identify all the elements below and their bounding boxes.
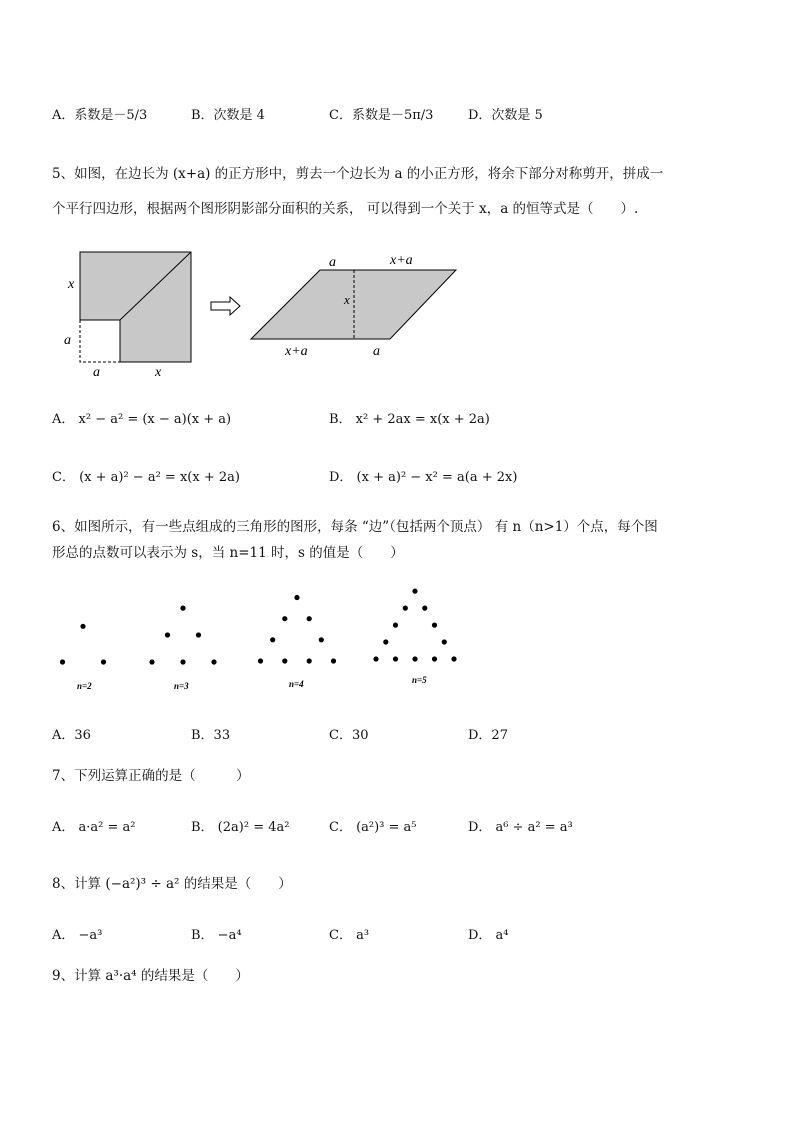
dot-n4	[331, 658, 336, 663]
dot-n4	[294, 595, 299, 600]
label-n5: n=5	[412, 675, 427, 685]
q7-option-a: A． a·a² = a²	[52, 820, 136, 835]
removed-square-outline	[80, 320, 120, 362]
dot-n3	[149, 659, 154, 664]
q8-option-b: B． −a⁴	[191, 928, 242, 943]
label-n3: n=3	[174, 681, 189, 691]
q6-stem-line2: 形总的点数可以表示为 s，当 n=11 时，s 的值是（ ）	[52, 545, 404, 561]
q8-option-c: C． a³	[329, 928, 370, 943]
dot-n3	[196, 632, 201, 637]
dot-n4	[319, 637, 324, 642]
transform-arrow-icon	[210, 296, 242, 316]
dot-n5	[432, 656, 437, 661]
dot-n5	[383, 639, 388, 644]
dot-n5	[373, 656, 378, 661]
label-a-bottom: a	[93, 365, 100, 380]
q8-stem: 8、计算 (−a²)³ ÷ a² 的结果是（ ）	[52, 876, 292, 892]
q4-option-d: D．次数是 5	[468, 108, 543, 123]
q6-stem-line1: 6、如图所示，有一些点组成的三角形的图形，每条 “边”（包括两个顶点） 有 n（n>1）个点，每个图	[52, 519, 658, 535]
dot-n4	[307, 616, 312, 621]
q5-option-a: A． x² − a² = (x − a)(x + a)	[52, 412, 232, 427]
label-x-bottom: x	[155, 365, 162, 380]
q7-option-c: C． (a²)³ = a⁵	[329, 820, 417, 835]
label-n4: n=4	[289, 679, 304, 689]
dot-n4	[258, 658, 263, 663]
dot-n5	[422, 606, 427, 611]
dot-n2	[101, 659, 106, 664]
dot-n5	[412, 656, 417, 661]
dot-n4	[282, 616, 287, 621]
dot-n3	[211, 659, 216, 664]
label-xa-top: x+a	[390, 253, 413, 268]
q6-option-c: C．30	[329, 728, 369, 743]
q4-option-b: B．次数是 4	[191, 108, 265, 123]
q5-square-figure	[60, 248, 200, 378]
q4-option-c: C．系数是－5π/3	[329, 108, 434, 123]
label-a-bottom-right: a	[373, 344, 380, 359]
label-xa-bottom: x+a	[285, 344, 308, 359]
dot-n3	[180, 659, 185, 664]
dot-n3	[165, 632, 170, 637]
q9-stem: 9、计算 a³·a⁴ 的结果是（ ）	[52, 968, 249, 984]
dot-n5	[412, 589, 417, 594]
dot-n4	[307, 658, 312, 663]
dot-n2	[60, 659, 65, 664]
label-x-height: x	[344, 292, 350, 307]
q7-option-b: B． (2a)² = 4a²	[191, 820, 290, 835]
label-a-top: a	[329, 255, 336, 270]
q5-parallelogram-figure	[245, 250, 470, 360]
dot-n5	[451, 656, 456, 661]
q5-option-b: B． x² + 2ax = x(x + 2a)	[329, 412, 490, 427]
q5-option-c: C． (x + a)² − a² = x(x + 2a)	[52, 470, 240, 485]
dot-n5	[442, 639, 447, 644]
q6-dot-triangles-figure	[50, 585, 470, 695]
dot-n2	[80, 624, 85, 629]
q4-option-a: A．系数是－5/3	[52, 108, 148, 123]
q8-option-d: D． a⁴	[468, 928, 509, 943]
dot-n4	[270, 637, 275, 642]
q8-option-a: A． −a³	[52, 928, 103, 943]
q7-option-d: D． a⁶ ÷ a² = a³	[468, 820, 573, 835]
dot-n3	[180, 606, 185, 611]
q5-stem-line2: 个平行四边形，根据两个图形阴影部分面积的关系， 可以得到一个关于 x，a 的恒等式是（ ）.	[52, 201, 639, 217]
label-a-left: a	[64, 333, 71, 348]
dot-n5	[432, 623, 437, 628]
q6-option-a: A．36	[52, 728, 91, 743]
dot-n5	[393, 656, 398, 661]
q5-option-d: D． (x + a)² − x² = a(a + 2x)	[329, 470, 518, 485]
q7-stem: 7、下列运算正确的是（ ）	[52, 768, 250, 784]
label-n2: n=2	[77, 681, 92, 691]
label-x-left: x	[68, 277, 75, 292]
q5-stem-line1: 5、如图，在边长为 (x+a) 的正方形中，剪去一个边长为 a 的小正方形，将余下部分对称剪开，拼成一	[52, 166, 664, 182]
dot-n4	[282, 658, 287, 663]
q6-option-d: D．27	[468, 728, 508, 743]
q6-option-b: B．33	[191, 728, 231, 743]
dot-n5	[403, 606, 408, 611]
dot-n5	[393, 623, 398, 628]
